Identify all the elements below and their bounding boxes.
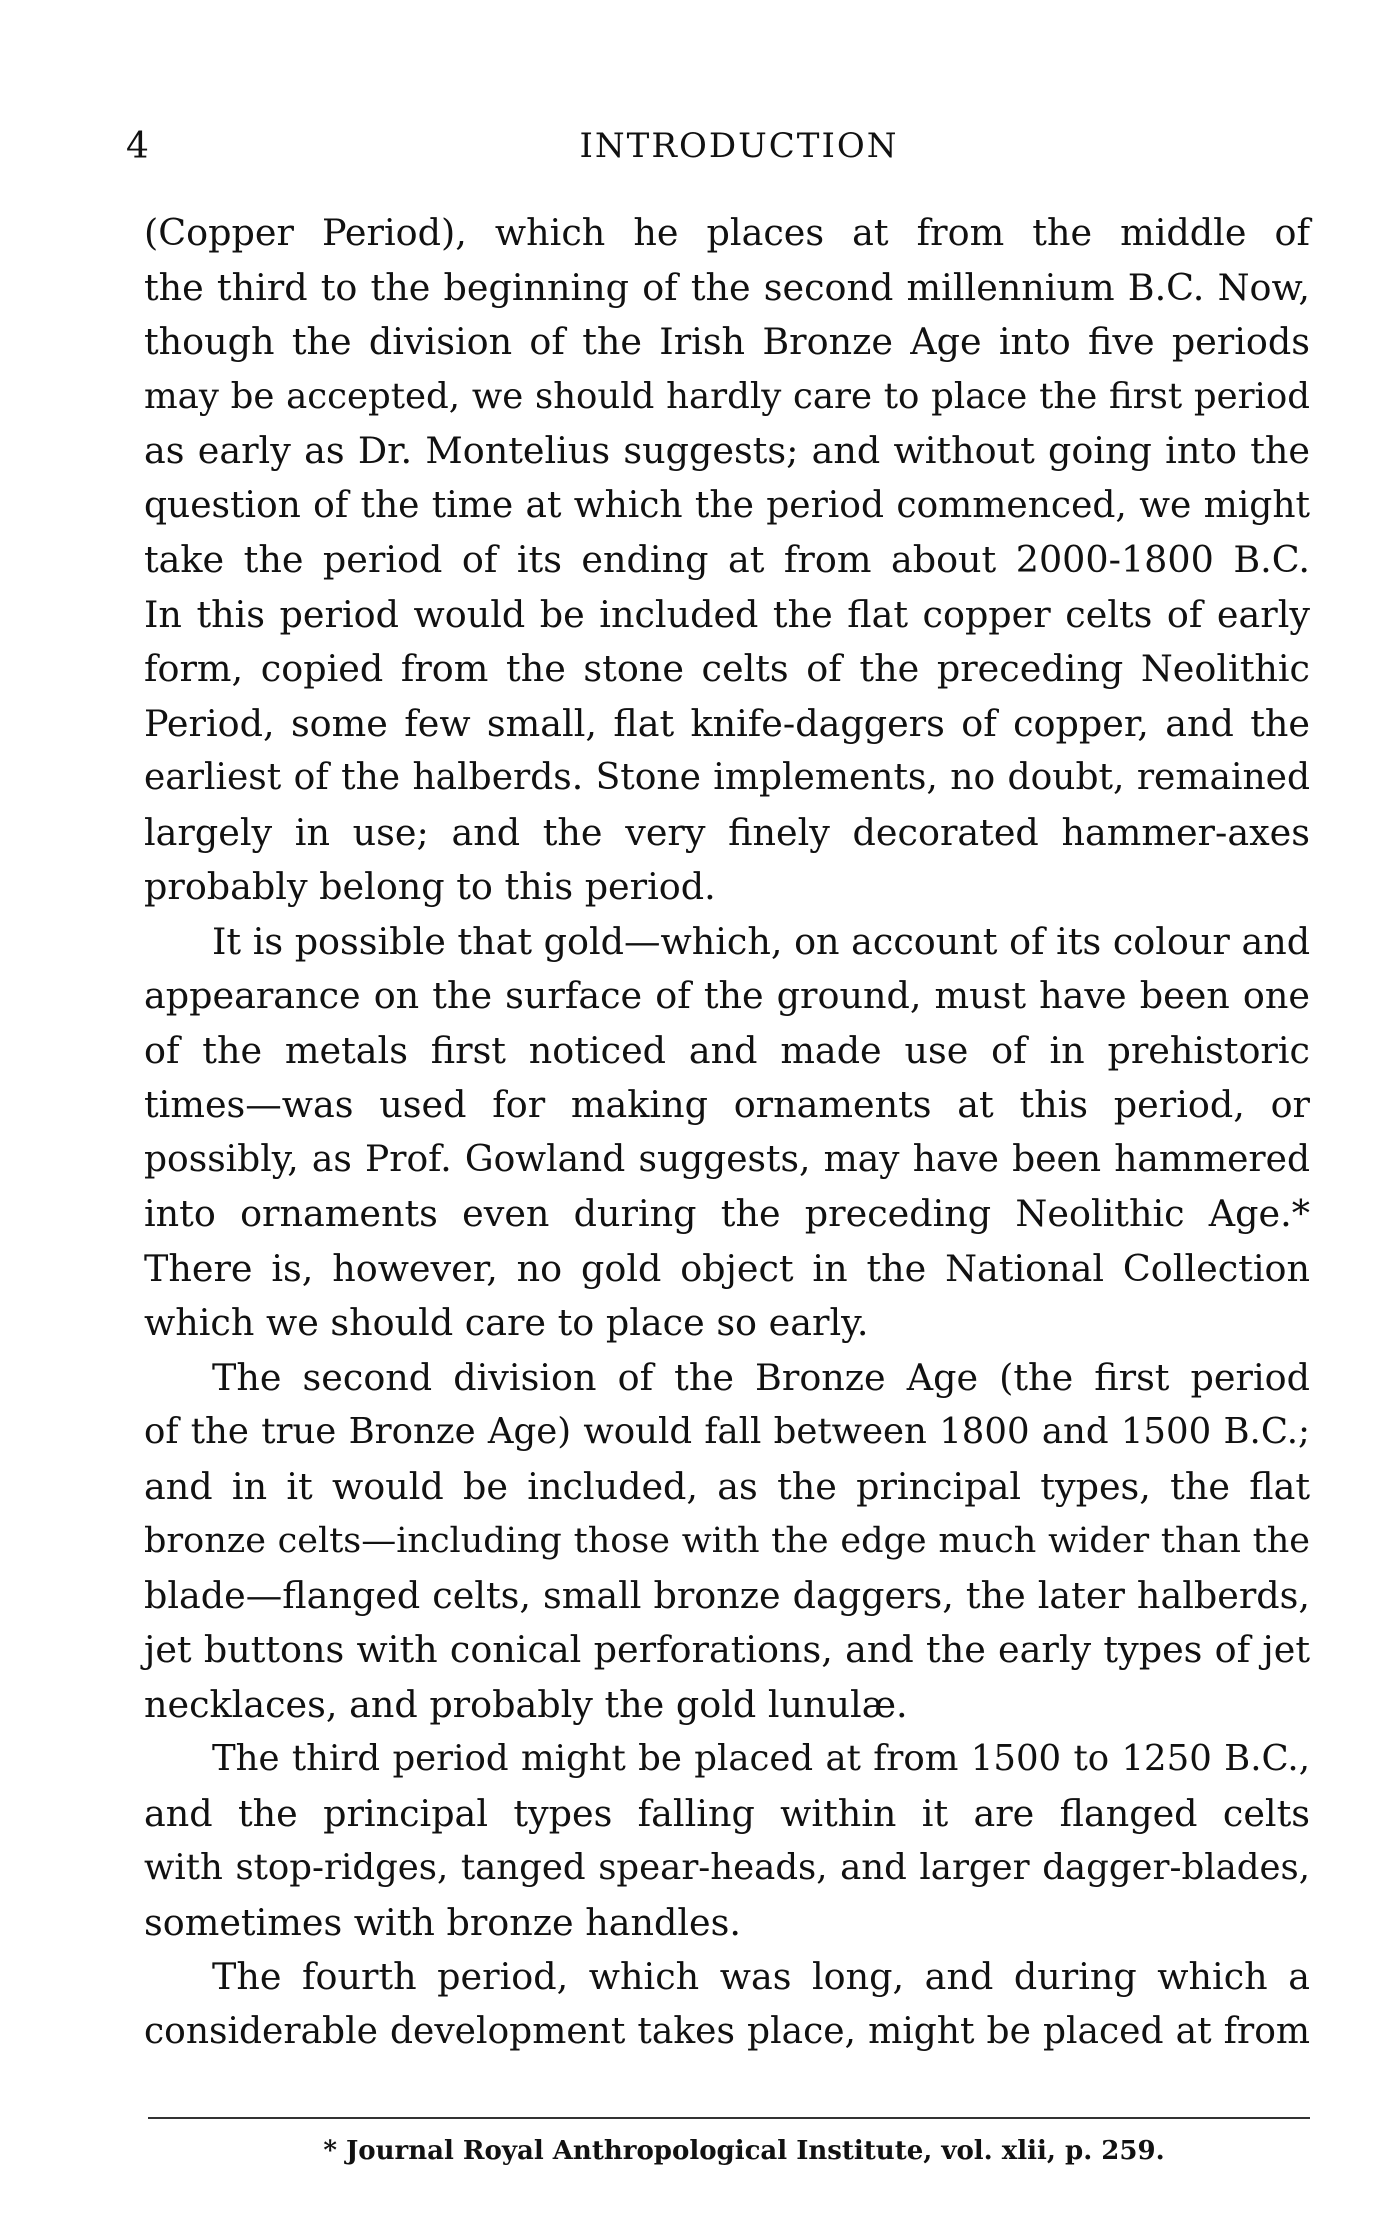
paragraph-5 [144, 1950, 1310, 2059]
text-line: as early as Dr. Montelius suggests; and without going into the [144, 429, 1310, 472]
paragraph-1 [144, 206, 1310, 915]
text-line: Period, some few small, flat knife-daggers of copper, and the [144, 701, 1310, 745]
text-line: largely in use; and the very finely decorated hammer-axes [144, 810, 1310, 854]
text-line: There is, however, no gold object in the National Collection [144, 1246, 1310, 1290]
text-line: In this period would be included the flat copper celts of early [144, 592, 1310, 636]
text-line: times—was used for making ornaments at this period, or [144, 1083, 1310, 1126]
page-number: 4 [126, 126, 149, 167]
text-line: question of the time at which the period commenced, we might [144, 484, 1310, 526]
text-line: and the principal types falling within it are flanged celts [144, 1791, 1310, 1835]
text-line: jet buttons with conical perforations, and the early types of jet [144, 1628, 1310, 1671]
text-line: necklaces, and probably the gold lunulæ. [144, 1682, 908, 1726]
text-line: of the metals first noticed and made use of in prehistoric [144, 1028, 1310, 1072]
text-line: It is possible that gold—which, on account of its colour and [212, 919, 1311, 963]
paragraph-3 [144, 1351, 1310, 1733]
running-head [126, 126, 1312, 176]
text-line: the third to the beginning of the second millennium B.C. Now, [144, 265, 1310, 309]
text-line: sometimes with bronze handles. [144, 1900, 741, 1944]
text-line: and in it would be included, as the principal types, the flat [144, 1464, 1310, 1508]
text-line: of the true Bronze Age) would fall between 1800 and 1500 B.C.; [144, 1411, 1310, 1452]
text-line: earliest of the halberds. Stone implements, no doubt, remained [144, 757, 1310, 798]
body-text [144, 206, 1310, 2059]
text-line: blade—flanged celts, small bronze daggers, the later halberds, [144, 1573, 1310, 1617]
text-line: considerable development takes place, might be placed at from [144, 2010, 1310, 2052]
text-line: (Copper Period), which he places at from the middle of [144, 211, 1310, 254]
text-line: into ornaments even during the preceding Neolithic Age.* [144, 1192, 1310, 1235]
text-line: which we should care to place so early. [144, 1301, 869, 1344]
text-line: appearance on the surface of the ground, must have been one [144, 974, 1310, 1017]
footnote-divider [148, 2117, 1310, 2119]
text-line: take the period of its ending at from about 2000-1800 B.C. [144, 538, 1310, 581]
text-line: possibly, as Prof. Gowland suggests, may have been hammered [144, 1138, 1310, 1180]
text-line: with stop-ridges, tanged spear-heads, and larger dagger-blades, [144, 1847, 1310, 1888]
text-line: form, copied from the stone celts of the preceding Neolithic [144, 647, 1310, 690]
text-line: The fourth period, which was long, and during which a [212, 1955, 1310, 1998]
text-line: bronze celts—including those with the edge much wider than the [144, 1521, 1310, 1561]
text-line: The third period might be placed at from 1500 to 1250 B.C., [212, 1738, 1310, 1779]
running-title: INTRODUCTION [579, 126, 899, 166]
text-line: may be accepted, we should hardly care to place the first period [144, 375, 1310, 417]
text-line: probably belong to this period. [144, 865, 716, 908]
paragraph-4 [144, 1732, 1310, 1950]
paragraph-2 [144, 915, 1310, 1351]
text-line: though the division of the Irish Bronze Age into five periods [144, 320, 1310, 363]
footnote: * Journal Royal Anthropological Institute, vol. xlii, p. 259. [323, 2136, 1165, 2166]
text-line: The second division of the Bronze Age (the first period [212, 1355, 1310, 1399]
